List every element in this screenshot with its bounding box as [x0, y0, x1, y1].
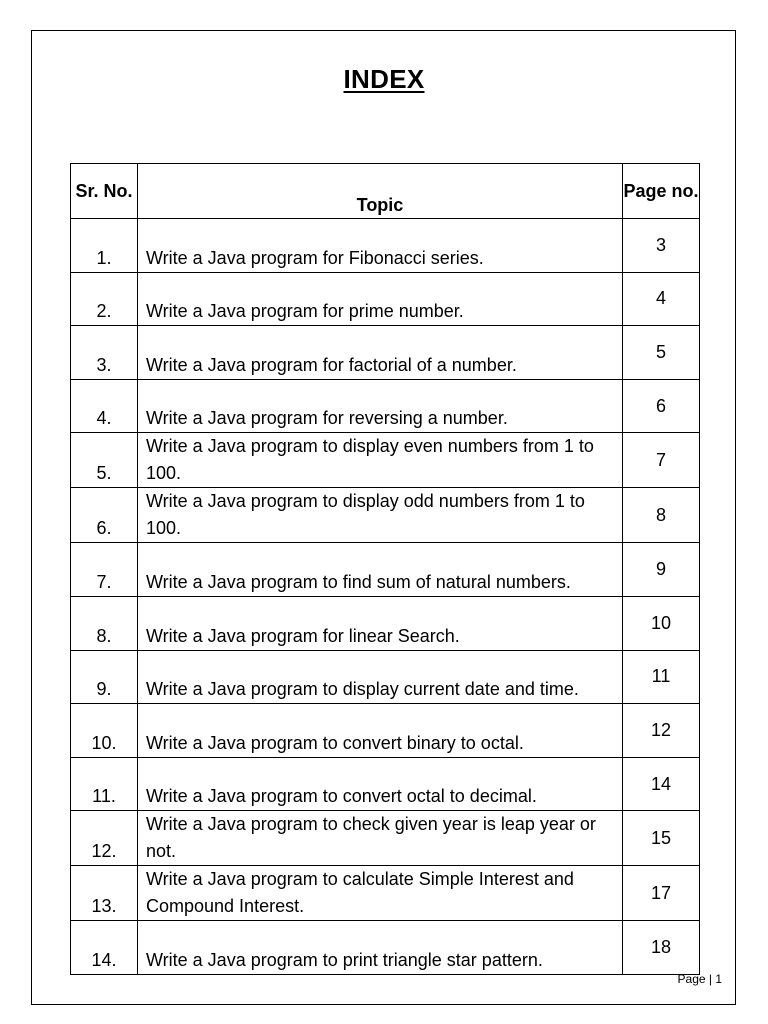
table-row	[71, 811, 700, 866]
header-page-no: Page no.	[623, 164, 700, 219]
row-page: 5	[623, 326, 700, 380]
row-topic: Write a Java program to check given year is leap year or not.	[138, 811, 623, 866]
table-row	[71, 650, 700, 704]
row-sr: 6.	[71, 488, 138, 543]
row-sr: 14.	[71, 921, 138, 975]
row-topic: Write a Java program to display current date and time.	[138, 650, 623, 704]
row-topic: Write a Java program to find sum of natural numbers.	[138, 543, 623, 597]
table-row	[71, 272, 700, 326]
row-topic: Write a Java program to convert binary to octal.	[138, 704, 623, 758]
row-sr: 2.	[71, 272, 138, 326]
row-topic: Write a Java program to print triangle star pattern.	[138, 921, 623, 975]
row-sr: 7.	[71, 543, 138, 597]
row-page: 3	[623, 219, 700, 273]
row-page: 12	[623, 704, 700, 758]
page-number-footer: Page | 1	[677, 972, 722, 986]
row-page: 11	[623, 650, 700, 704]
table-row	[71, 326, 700, 380]
header-sr-no: Sr. No.	[71, 164, 138, 219]
row-sr: 9.	[71, 650, 138, 704]
row-sr: 4.	[71, 379, 138, 433]
table-row	[71, 757, 700, 811]
row-sr: 13.	[71, 866, 138, 921]
table-row	[71, 596, 700, 650]
row-page: 9	[623, 543, 700, 597]
table-row	[71, 488, 700, 543]
table-row	[71, 433, 700, 488]
row-page: 18	[623, 921, 700, 975]
row-topic: Write a Java program for reversing a number.	[138, 379, 623, 433]
row-topic: Write a Java program to convert octal to decimal.	[138, 757, 623, 811]
row-page: 10	[623, 596, 700, 650]
row-sr: 5.	[71, 433, 138, 488]
row-sr: 1.	[71, 219, 138, 273]
row-page: 8	[623, 488, 700, 543]
index-table	[70, 163, 700, 975]
row-topic: Write a Java program for linear Search.	[138, 596, 623, 650]
table-row	[71, 704, 700, 758]
row-sr: 10.	[71, 704, 138, 758]
row-sr: 8.	[71, 596, 138, 650]
row-topic: Write a Java program to display even numbers from 1 to 100.	[138, 433, 623, 488]
table-row	[71, 866, 700, 921]
table-row	[71, 921, 700, 975]
row-sr: 3.	[71, 326, 138, 380]
row-page: 17	[623, 866, 700, 921]
row-topic: Write a Java program to display odd numbers from 1 to 100.	[138, 488, 623, 543]
table-row	[71, 379, 700, 433]
row-topic: Write a Java program to calculate Simple Interest and Compound Interest.	[138, 866, 623, 921]
page-title: INDEX	[343, 64, 425, 94]
row-sr: 12.	[71, 811, 138, 866]
row-page: 6	[623, 379, 700, 433]
row-sr: 11.	[71, 757, 138, 811]
table-row	[71, 543, 700, 597]
table-row	[71, 219, 700, 273]
row-page: 4	[623, 272, 700, 326]
header-topic: Topic	[138, 164, 623, 219]
row-topic: Write a Java program for factorial of a number.	[138, 326, 623, 380]
row-page: 15	[623, 811, 700, 866]
table-header-row	[71, 164, 700, 219]
row-topic: Write a Java program for prime number.	[138, 272, 623, 326]
row-page: 14	[623, 757, 700, 811]
row-topic: Write a Java program for Fibonacci series.	[138, 219, 623, 273]
row-page: 7	[623, 433, 700, 488]
